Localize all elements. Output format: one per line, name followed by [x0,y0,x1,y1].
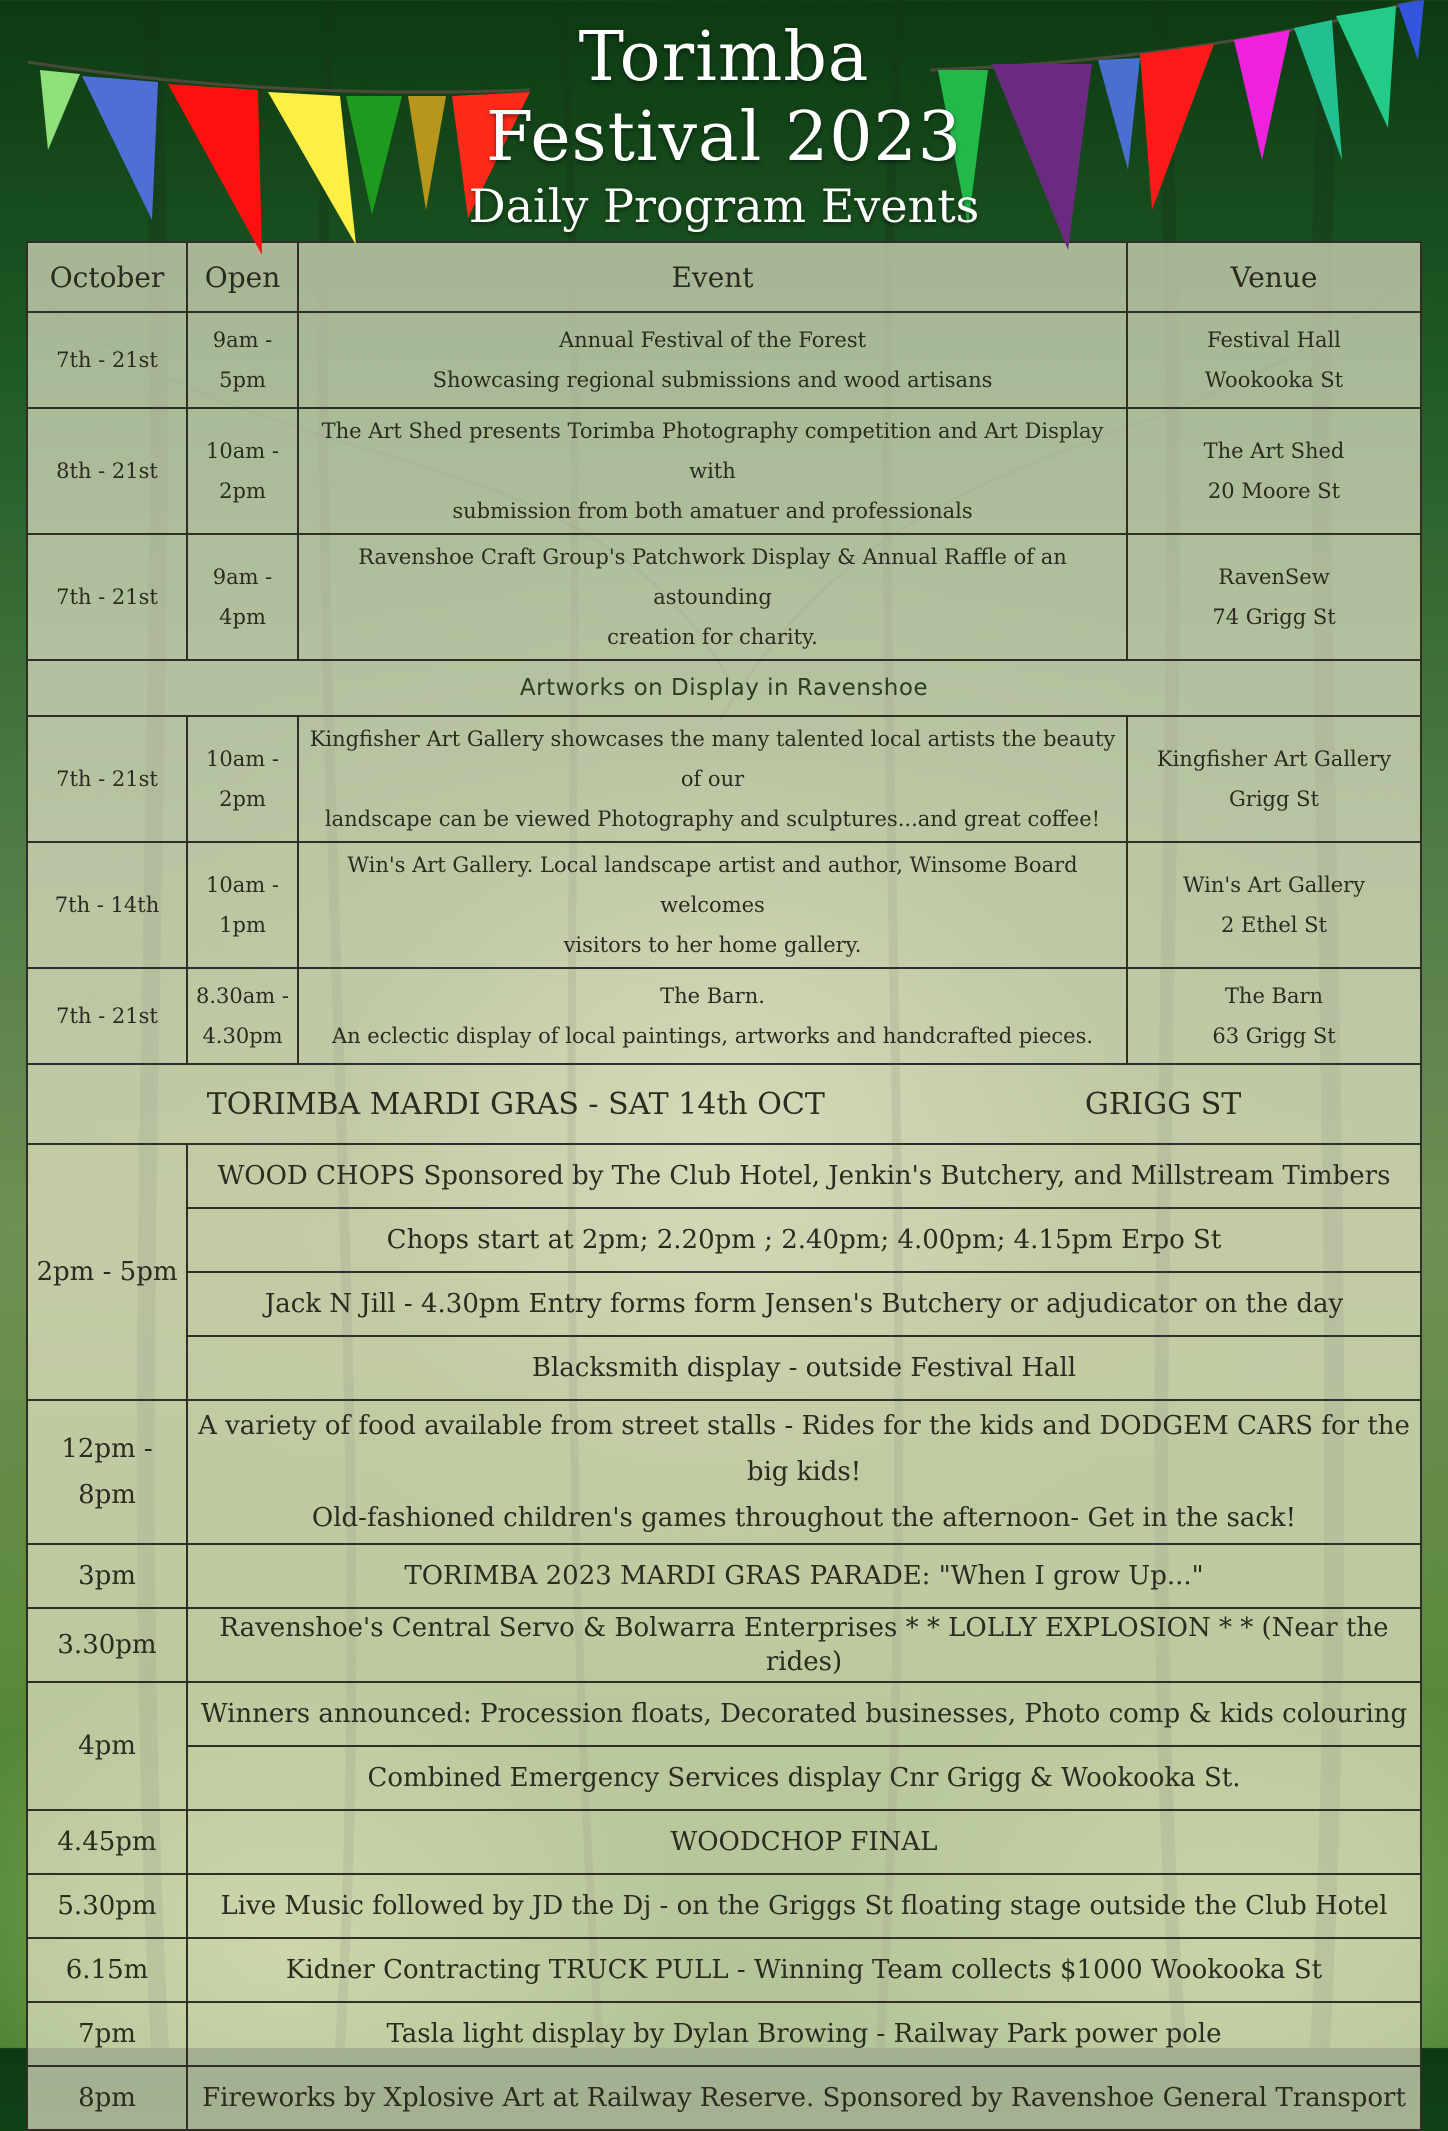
event-line: The Barn. [660,984,765,1008]
event-venue [1127,716,1421,842]
mardi-gras-title: TORIMBA MARDI GRAS - SAT 14th OCT [206,1086,825,1122]
schedule-event: TORIMBA 2023 MARDI GRAS PARADE: "When I grow Up..." [187,1544,1421,1608]
event-line: An eclectic display of local paintings, artworks and handcrafted pieces. [331,1024,1094,1048]
schedule-event-line: A variety of food available from street stalls - Rides for the kids and DODGEM CARS for the big kids! [198,1411,1410,1487]
event-dates: 8th - 21st [27,408,187,534]
open-line: 2pm [219,479,266,503]
event-open-hours [187,534,298,660]
schedule-time: 12pm - 8pm [27,1400,187,1544]
table-row [27,716,1421,842]
schedule-time: 4pm [27,1682,187,1810]
event-dates: 7th - 21st [27,716,187,842]
mardi-gras-location: GRIGG ST [1084,1086,1242,1122]
event-line: submission from both amatuer and professionals [452,499,973,523]
page-title-line1: Torimba [578,18,870,97]
event-description [298,312,1127,408]
schedule-row [27,1544,1421,1608]
event-line: The Art Shed presents Torimba Photography competition and Art Display with [321,419,1104,483]
venue-line: Grigg St [1229,787,1319,811]
schedule-event: WOOD CHOPS Sponsored by The Club Hotel, Jenkin's Butchery, and Millstream Timbers [187,1144,1421,1208]
event-venue [1127,312,1421,408]
event-open-hours [187,716,298,842]
event-dates: 7th - 21st [27,312,187,408]
open-line: 9am - [212,565,273,589]
section-row-artworks [27,660,1421,716]
schedule-event-line: Old-fashioned children's games throughout the afternoon- Get in the sack! [311,1503,1297,1533]
event-venue [1127,968,1421,1064]
open-line: 1pm [219,913,266,937]
event-line: creation for charity. [607,625,818,649]
schedule-time: 2pm - 5pm [27,1144,187,1400]
event-line: Showcasing regional submissions and wood artisans [432,368,993,392]
event-line: Kingfisher Art Gallery showcases the many talented local artists the beauty of our [309,727,1116,791]
schedule-event [187,1400,1421,1544]
schedule-time: 3pm [27,1544,187,1608]
venue-line: 63 Grigg St [1212,1024,1336,1048]
schedule-time: 6.15m [27,1938,187,2002]
venue-line: 20 Moore St [1207,479,1341,503]
open-line: 10am - [206,439,279,463]
open-line: 5pm [219,368,266,392]
schedule-event: Blacksmith display - outside Festival Hall [187,1336,1421,1400]
page-subtitle: Daily Program Events [468,179,980,233]
open-line: 10am - [206,873,279,897]
mardi-gras-heading-row [27,1064,1421,1144]
venue-line: Festival Hall [1207,328,1341,352]
open-line: 9am - [212,328,273,352]
open-line: 4pm [219,605,266,629]
open-line: 2pm [219,787,266,811]
column-header-october: October [27,242,187,312]
schedule-event: WOODCHOP FINAL [187,1810,1421,1874]
venue-line: RavenSew [1218,565,1330,589]
event-open-hours [187,842,298,968]
schedule-row [27,1400,1421,1544]
venue-line: Kingfisher Art Gallery [1156,747,1392,771]
schedule-event: Chops start at 2pm; 2.20pm ; 2.40pm; 4.00pm; 4.15pm Erpo St [187,1208,1421,1272]
open-line: 8.30am - [196,984,289,1008]
event-line: Win's Art Gallery. Local landscape artist and author, Winsome Board welcomes [347,853,1078,917]
schedule-time: 3.30pm [27,1608,187,1682]
column-header-venue: Venue [1127,242,1421,312]
event-dates: 7th - 21st [27,534,187,660]
table-row [27,842,1421,968]
schedule-row [27,1608,1421,1682]
schedule-row [27,1682,1421,1746]
page-title-line2: Festival 2023 [485,98,963,177]
schedule-row [27,1810,1421,1874]
event-line: Ravenshoe Craft Group's Patchwork Display & Annual Raffle of an astounding [358,545,1067,609]
schedule-row [27,1208,1421,1272]
mardi-gras-heading [27,1064,1421,1144]
schedule-row [27,1336,1421,1400]
venue-line: The Art Shed [1203,439,1345,463]
column-header-open: Open [187,242,298,312]
title-block [0,18,1448,234]
schedule-event: Live Music followed by JD the Dj - on the Griggs St floating stage outside the Club Hotel [187,1874,1421,1938]
event-dates: 7th - 14th [27,842,187,968]
schedule-row [27,1874,1421,1938]
schedule-event: Kidner Contracting TRUCK PULL - Winning Team collects $1000 Wookooka St [187,1938,1421,2002]
event-line: landscape can be viewed Photography and sculptures...and great coffee! [324,807,1101,831]
venue-line: 74 Grigg St [1212,605,1336,629]
event-description [298,534,1127,660]
schedule-row [27,2066,1421,2130]
event-open-hours [187,408,298,534]
program-table [26,241,1422,2131]
schedule-row [27,2002,1421,2066]
table-row [27,408,1421,534]
schedule-event: Combined Emergency Services display Cnr Grigg & Wookooka St. [187,1746,1421,1810]
venue-line: Win's Art Gallery [1182,873,1366,897]
open-line: 4.30pm [202,1024,283,1048]
schedule-event: Winners announced: Procession floats, Decorated businesses, Photo comp & kids colouring [187,1682,1421,1746]
schedule-row [27,1938,1421,2002]
schedule-event: Jack N Jill - 4.30pm Entry forms form Jensen's Butchery or adjudicator on the day [187,1272,1421,1336]
event-description [298,716,1127,842]
table-row [27,312,1421,408]
schedule-event: Tasla light display by Dylan Browing - Railway Park power pole [187,2002,1421,2066]
event-line: visitors to her home gallery. [563,933,862,957]
event-open-hours [187,312,298,408]
schedule-time: 5.30pm [27,1874,187,1938]
schedule-row [27,1272,1421,1336]
event-venue [1127,842,1421,968]
artworks-heading: Artworks on Display in Ravenshoe [27,660,1421,716]
event-open-hours [187,968,298,1064]
event-venue [1127,408,1421,534]
event-line: Annual Festival of the Forest [558,328,867,352]
schedule-event: Ravenshoe's Central Servo & Bolwarra Enterprises * * LOLLY EXPLOSION * * (Near the rides) [187,1608,1421,1682]
schedule-time: 8pm [27,2066,187,2130]
table-row [27,968,1421,1064]
schedule-time: 7pm [27,2002,187,2066]
open-line: 10am - [206,747,279,771]
event-description [298,408,1127,534]
schedule-event: Fireworks by Xplosive Art at Railway Reserve. Sponsored by Ravenshoe General Transport [187,2066,1421,2130]
venue-line: Wookooka St [1204,368,1344,392]
event-description [298,842,1127,968]
venue-line: 2 Ethel St [1221,913,1327,937]
table-row [27,534,1421,660]
schedule-time: 4.45pm [27,1810,187,1874]
schedule-row [27,1746,1421,1810]
event-description [298,968,1127,1064]
event-dates: 7th - 21st [27,968,187,1064]
column-header-event: Event [298,242,1127,312]
schedule-row [27,1144,1421,1208]
event-venue [1127,534,1421,660]
venue-line: The Barn [1224,984,1324,1008]
